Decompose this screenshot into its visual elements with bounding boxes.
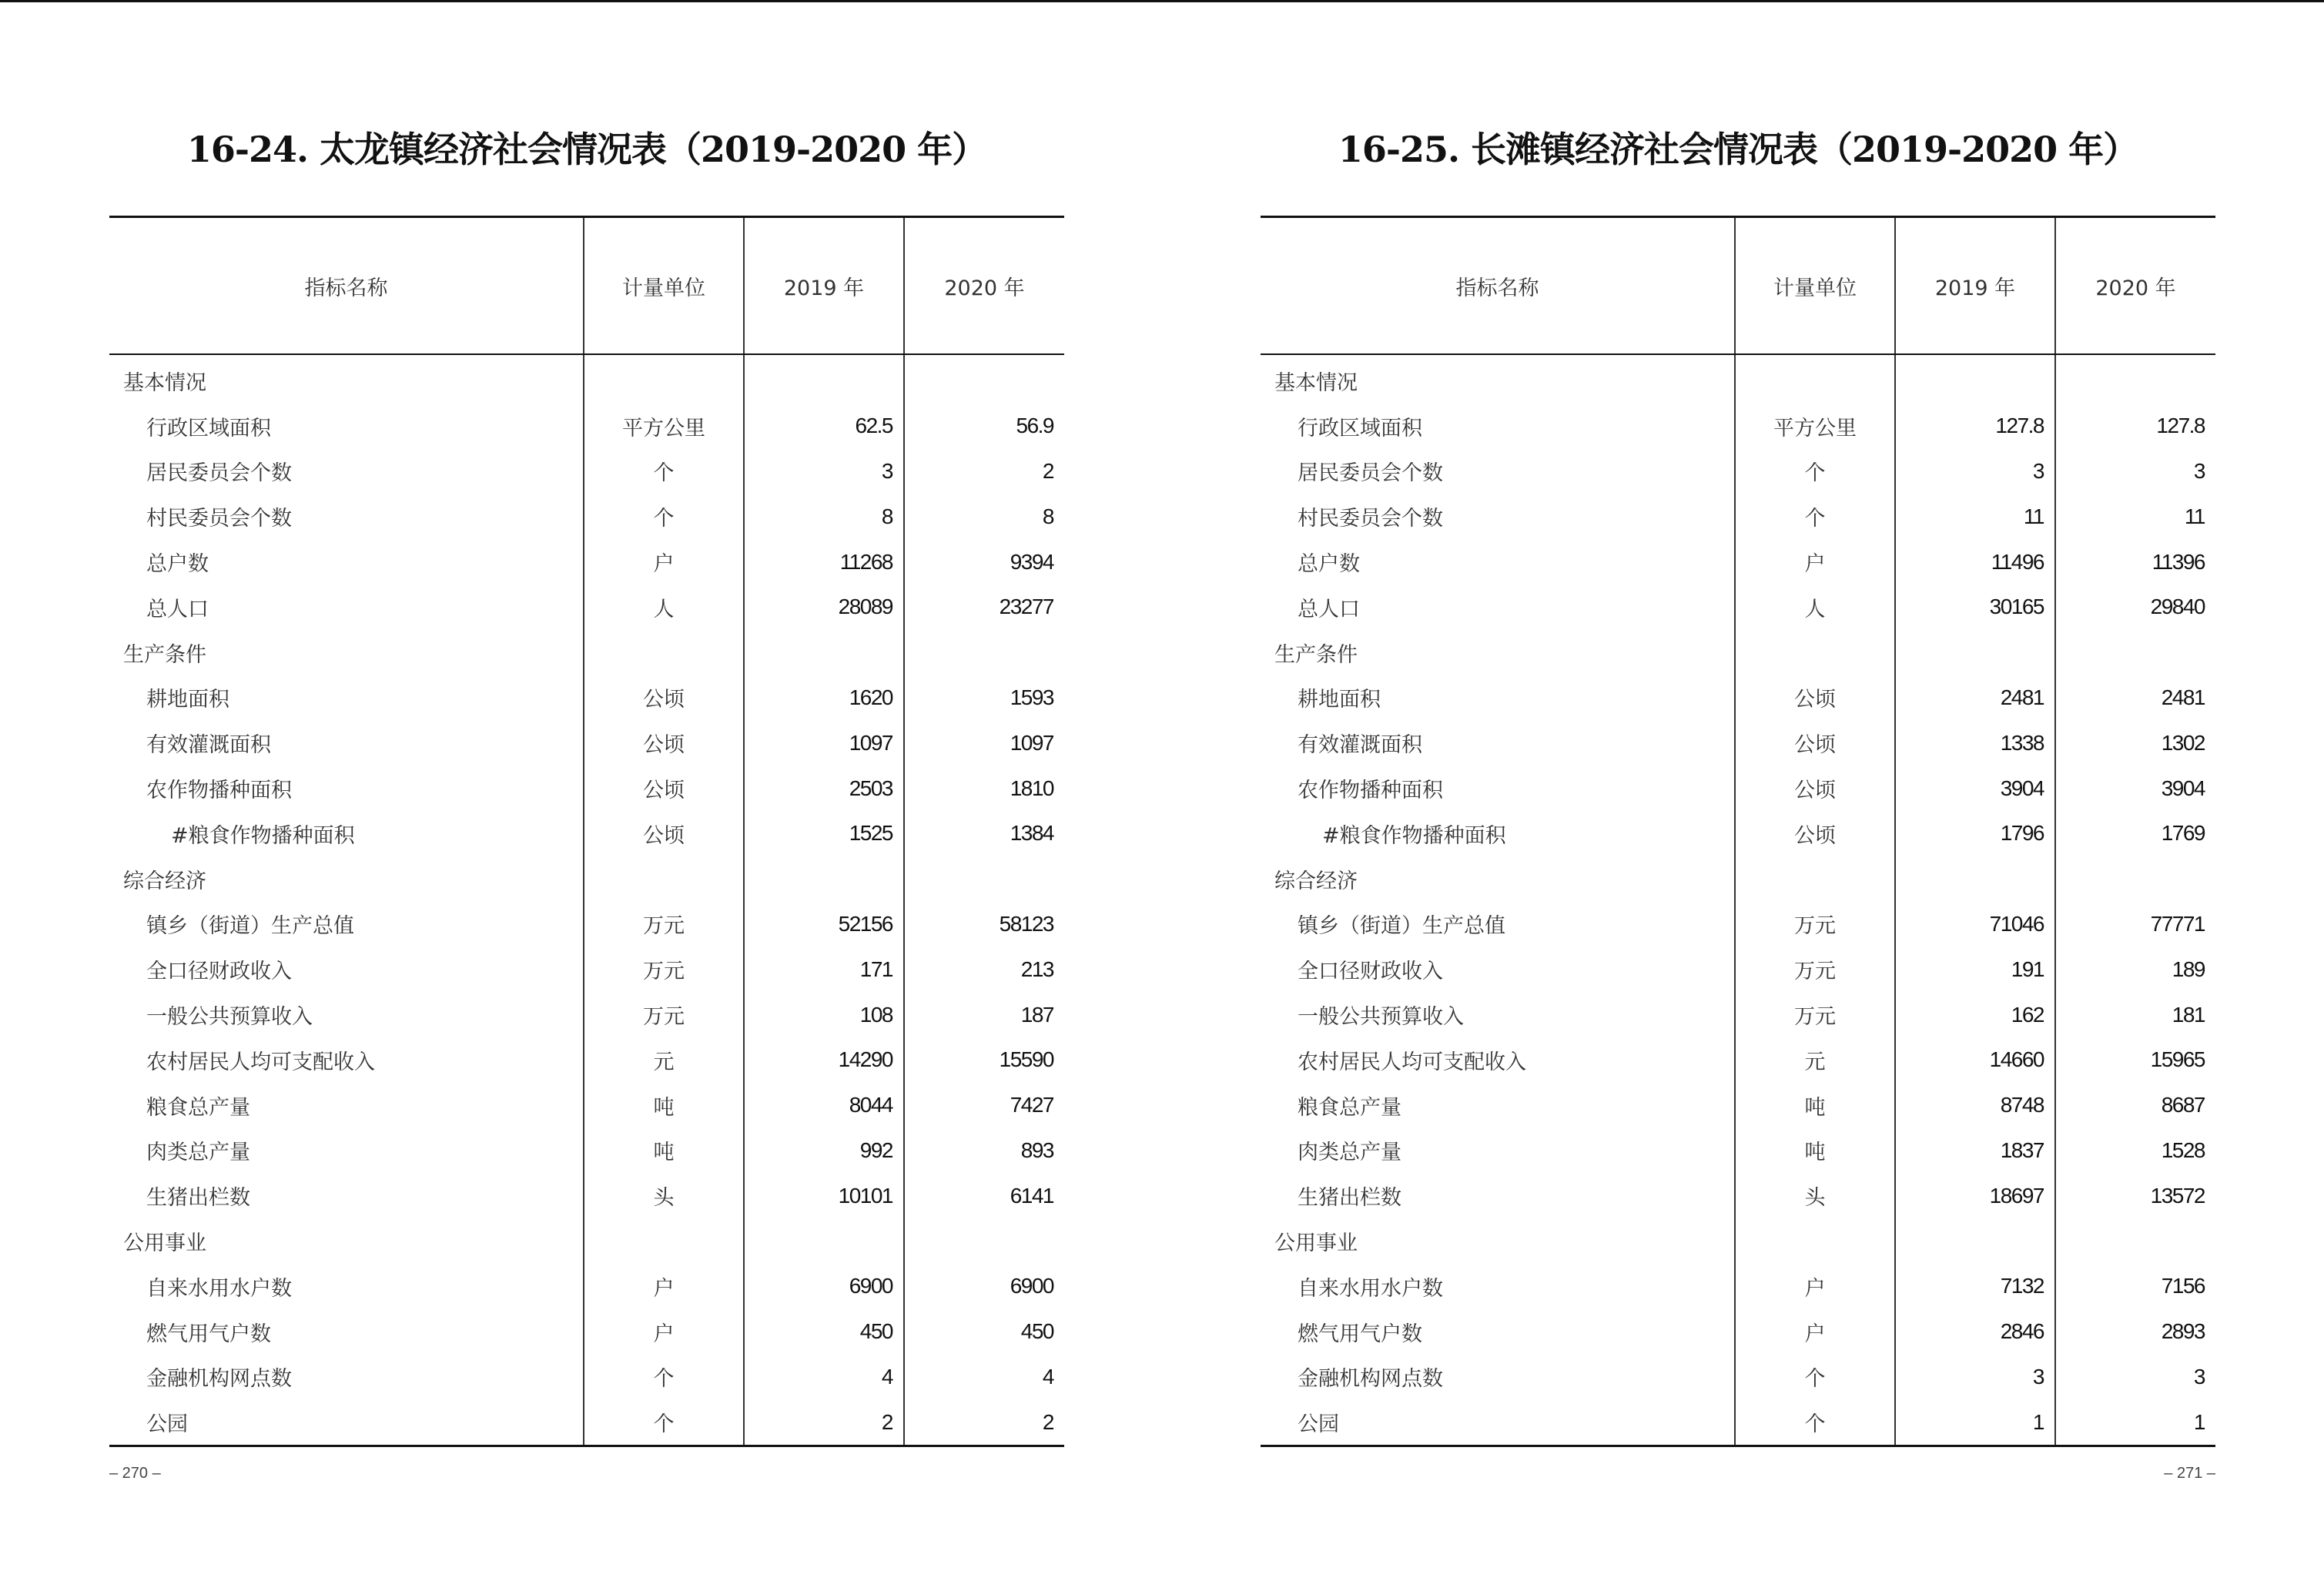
row-name: 总户数 <box>1298 552 1360 577</box>
row-name: 粮食总产量 <box>1298 1095 1401 1120</box>
table-row <box>109 1264 1064 1309</box>
row-unit: 公顷 <box>1735 766 1895 811</box>
header-indicator: 指标名称 <box>1261 217 1735 355</box>
value-2019: 450 <box>744 1309 904 1355</box>
value-2020: 9394 <box>904 539 1064 585</box>
table-row <box>109 1083 1064 1128</box>
row-name: 基本情况 <box>1274 370 1358 395</box>
value-2020: 2893 <box>2055 1309 2215 1355</box>
section-row <box>1261 856 2215 902</box>
row-unit: 户 <box>1735 1264 1895 1309</box>
row-name: 镇乡（街道）生产总值 <box>1298 914 1505 939</box>
row-unit: 万元 <box>584 992 744 1037</box>
value-2020: 56.9 <box>904 404 1064 449</box>
value-2020: 1 <box>2055 1399 2215 1446</box>
page-number: – 271 – <box>2164 1465 2215 1482</box>
row-name: 一般公共预算收入 <box>146 1005 313 1030</box>
row-unit <box>584 1218 744 1264</box>
row-name: 总户数 <box>146 552 209 577</box>
table-row <box>1261 449 2215 494</box>
row-unit: 公顷 <box>1735 675 1895 721</box>
table-row <box>1261 585 2215 630</box>
header-2020: 2020 年 <box>2055 217 2215 355</box>
table-body <box>109 354 1064 1446</box>
row-name: 综合经济 <box>123 869 206 893</box>
value-2019: 3 <box>1895 449 2055 494</box>
row-name: 肉类总产量 <box>1298 1141 1401 1165</box>
value-2020: 2481 <box>2055 675 2215 721</box>
table-row <box>1261 1128 2215 1174</box>
row-unit: 万元 <box>1735 992 1895 1037</box>
row-name: 有效灌溉面积 <box>1298 733 1422 758</box>
header-2019: 2019 年 <box>744 217 904 355</box>
value-2020 <box>2055 1218 2215 1264</box>
row-unit: 公顷 <box>584 811 744 856</box>
table-row <box>1261 675 2215 721</box>
row-name: 耕地面积 <box>1298 688 1381 712</box>
row-name: #粮食作物播种面积 <box>171 823 355 848</box>
row-name: 生猪出栏数 <box>146 1186 250 1211</box>
value-2020: 8687 <box>2055 1083 2215 1128</box>
header-2020: 2020 年 <box>904 217 1064 355</box>
row-unit: 公顷 <box>584 675 744 721</box>
table-row <box>1261 1083 2215 1128</box>
row-name: 肉类总产量 <box>146 1141 250 1165</box>
row-unit <box>584 630 744 675</box>
table-row <box>109 404 1064 449</box>
row-name: 公用事业 <box>123 1231 206 1256</box>
row-unit: 元 <box>1735 1037 1895 1083</box>
row-unit: 户 <box>584 1264 744 1309</box>
row-name: 公园 <box>1298 1412 1339 1437</box>
row-name: 农村居民人均可支配收入 <box>1298 1050 1526 1074</box>
row-name: 总人口 <box>146 597 209 621</box>
value-2020: 3904 <box>2055 766 2215 811</box>
page-number: – 270 – <box>109 1465 161 1482</box>
row-unit: 公顷 <box>584 766 744 811</box>
value-2020: 15965 <box>2055 1037 2215 1083</box>
row-name: 居民委员会个数 <box>1298 461 1443 486</box>
value-2020: 1769 <box>2055 811 2215 856</box>
row-unit: 公顷 <box>1735 811 1895 856</box>
row-unit: 个 <box>584 1399 744 1446</box>
row-unit: 吨 <box>584 1128 744 1174</box>
value-2020: 187 <box>904 992 1064 1037</box>
value-2019: 28089 <box>744 585 904 630</box>
row-unit <box>584 856 744 902</box>
value-2019: 992 <box>744 1128 904 1174</box>
row-unit: 个 <box>1735 1355 1895 1400</box>
row-name: 一般公共预算收入 <box>1298 1005 1464 1030</box>
row-name: 耕地面积 <box>146 688 229 712</box>
table-row <box>1261 404 2215 449</box>
row-name: 行政区域面积 <box>146 416 271 441</box>
value-2019: 1837 <box>1895 1128 2055 1174</box>
row-unit: 头 <box>1735 1173 1895 1218</box>
table-row <box>109 494 1064 539</box>
value-2019 <box>744 1218 904 1264</box>
row-unit: 平方公里 <box>1735 404 1895 449</box>
table-body <box>1261 354 2215 1446</box>
value-2019: 11 <box>1895 494 2055 539</box>
table-header-row <box>1261 217 2215 355</box>
header-2019: 2019 年 <box>1895 217 2055 355</box>
value-2019: 8044 <box>744 1083 904 1128</box>
value-2019 <box>744 856 904 902</box>
value-2019: 62.5 <box>744 404 904 449</box>
row-name: 农村居民人均可支配收入 <box>146 1050 375 1074</box>
value-2020 <box>2055 630 2215 675</box>
value-2019: 108 <box>744 992 904 1037</box>
header-unit: 计量单位 <box>1735 217 1895 355</box>
row-unit: 人 <box>1735 585 1895 630</box>
row-unit: 户 <box>584 1309 744 1355</box>
row-name: #粮食作物播种面积 <box>1322 823 1506 848</box>
table-row <box>1261 992 2215 1037</box>
value-2019: 191 <box>1895 946 2055 992</box>
value-2020: 6141 <box>904 1173 1064 1218</box>
value-2019 <box>744 630 904 675</box>
row-name: 村民委员会个数 <box>146 507 292 531</box>
table-row <box>109 1037 1064 1083</box>
row-name: 金融机构网点数 <box>146 1367 292 1392</box>
value-2020: 450 <box>904 1309 1064 1355</box>
section-row <box>109 856 1064 902</box>
table-row <box>1261 494 2215 539</box>
value-2019 <box>744 354 904 404</box>
row-name: 生猪出栏数 <box>1298 1186 1401 1211</box>
header-unit: 计量单位 <box>584 217 744 355</box>
value-2020: 29840 <box>2055 585 2215 630</box>
value-2019: 171 <box>744 946 904 992</box>
table-row <box>1261 766 2215 811</box>
row-name: 燃气用气户数 <box>146 1322 271 1346</box>
section-row <box>1261 1218 2215 1264</box>
value-2020: 3 <box>2055 1355 2215 1400</box>
row-name: 农作物播种面积 <box>146 779 292 803</box>
table-row <box>109 766 1064 811</box>
table-row <box>109 539 1064 585</box>
row-name: 有效灌溉面积 <box>146 733 271 758</box>
value-2020: 58123 <box>904 902 1064 947</box>
row-unit: 个 <box>584 494 744 539</box>
section-row <box>1261 354 2215 404</box>
value-2020: 2 <box>904 449 1064 494</box>
value-2020: 189 <box>2055 946 2215 992</box>
row-name: 居民委员会个数 <box>146 461 292 486</box>
value-2019: 2503 <box>744 766 904 811</box>
value-2019: 7132 <box>1895 1264 2055 1309</box>
row-unit: 万元 <box>1735 902 1895 947</box>
value-2019: 2846 <box>1895 1309 2055 1355</box>
table-row <box>1261 946 2215 992</box>
value-2019 <box>1895 630 2055 675</box>
row-unit: 个 <box>584 1355 744 1400</box>
row-unit: 吨 <box>1735 1083 1895 1128</box>
row-unit <box>1735 630 1895 675</box>
header-indicator: 指标名称 <box>109 217 584 355</box>
value-2020 <box>2055 354 2215 404</box>
stats-table <box>109 216 1064 1447</box>
table-row <box>109 585 1064 630</box>
row-unit: 吨 <box>1735 1128 1895 1174</box>
value-2020: 893 <box>904 1128 1064 1174</box>
row-name: 自来水用水户数 <box>1298 1276 1443 1301</box>
table-row <box>1261 1037 2215 1083</box>
row-name: 全口径财政收入 <box>146 960 292 984</box>
value-2019: 1338 <box>1895 720 2055 766</box>
row-name: 镇乡（街道）生产总值 <box>146 914 354 939</box>
table-row <box>109 992 1064 1037</box>
table-row <box>109 675 1064 721</box>
table-row <box>1261 1355 2215 1400</box>
row-unit: 个 <box>1735 494 1895 539</box>
table-row <box>1261 539 2215 585</box>
value-2019 <box>1895 856 2055 902</box>
row-unit <box>1735 354 1895 404</box>
table-row <box>1261 811 2215 856</box>
row-unit <box>584 354 744 404</box>
row-name: 生产条件 <box>1274 642 1358 667</box>
value-2020 <box>2055 856 2215 902</box>
row-unit: 平方公里 <box>584 404 744 449</box>
table-row <box>109 1173 1064 1218</box>
section-row <box>1261 630 2215 675</box>
value-2019: 18697 <box>1895 1173 2055 1218</box>
row-unit: 万元 <box>584 946 744 992</box>
row-unit: 公顷 <box>1735 720 1895 766</box>
value-2019: 127.8 <box>1895 404 2055 449</box>
table-row <box>109 1128 1064 1174</box>
value-2020: 1097 <box>904 720 1064 766</box>
row-name: 总人口 <box>1298 597 1360 621</box>
row-unit: 个 <box>1735 449 1895 494</box>
row-name: 自来水用水户数 <box>146 1276 292 1301</box>
value-2019: 3 <box>1895 1355 2055 1400</box>
row-unit <box>1735 1218 1895 1264</box>
section-row <box>109 630 1064 675</box>
value-2019: 6900 <box>744 1264 904 1309</box>
row-unit: 户 <box>1735 1309 1895 1355</box>
value-2019: 52156 <box>744 902 904 947</box>
value-2019: 1525 <box>744 811 904 856</box>
value-2020 <box>904 630 1064 675</box>
top-border-line <box>0 0 2324 2</box>
value-2020: 1593 <box>904 675 1064 721</box>
value-2019: 1097 <box>744 720 904 766</box>
value-2019: 2 <box>744 1399 904 1446</box>
page-title: 16-25. 长滩镇经济社会情况表（2019-2020 年） <box>1338 129 2138 170</box>
table-row <box>1261 1264 2215 1309</box>
table-row <box>109 1309 1064 1355</box>
row-unit <box>1735 856 1895 902</box>
row-unit: 吨 <box>584 1083 744 1128</box>
row-unit: 个 <box>584 449 744 494</box>
value-2020 <box>904 856 1064 902</box>
value-2020: 7427 <box>904 1083 1064 1128</box>
value-2020: 1302 <box>2055 720 2215 766</box>
value-2019: 8 <box>744 494 904 539</box>
value-2020: 2 <box>904 1399 1064 1446</box>
value-2020: 1384 <box>904 811 1064 856</box>
section-row <box>109 1218 1064 1264</box>
value-2019: 71046 <box>1895 902 2055 947</box>
row-name: 基本情况 <box>123 370 206 395</box>
value-2020: 1810 <box>904 766 1064 811</box>
row-unit: 个 <box>1735 1399 1895 1446</box>
value-2020: 4 <box>904 1355 1064 1400</box>
value-2020: 7156 <box>2055 1264 2215 1309</box>
value-2020: 8 <box>904 494 1064 539</box>
value-2019 <box>1895 1218 2055 1264</box>
value-2019: 162 <box>1895 992 2055 1037</box>
value-2019 <box>1895 354 2055 404</box>
value-2019: 11268 <box>744 539 904 585</box>
row-name: 行政区域面积 <box>1298 416 1422 441</box>
value-2019: 3904 <box>1895 766 2055 811</box>
row-name: 全口径财政收入 <box>1298 960 1443 984</box>
row-name: 生产条件 <box>123 642 206 667</box>
row-unit: 户 <box>584 539 744 585</box>
table-row <box>109 449 1064 494</box>
row-unit: 元 <box>584 1037 744 1083</box>
table-row <box>1261 1309 2215 1355</box>
value-2019: 4 <box>744 1355 904 1400</box>
table-row <box>1261 720 2215 766</box>
value-2019: 11496 <box>1895 539 2055 585</box>
row-name: 粮食总产量 <box>146 1095 250 1120</box>
value-2020: 1528 <box>2055 1128 2215 1174</box>
value-2020: 127.8 <box>2055 404 2215 449</box>
table-row <box>1261 1399 2215 1446</box>
table-row <box>1261 902 2215 947</box>
value-2019: 3 <box>744 449 904 494</box>
row-name: 公园 <box>146 1412 188 1437</box>
row-name: 农作物播种面积 <box>1298 779 1443 803</box>
table-row <box>1261 1173 2215 1218</box>
table-row <box>109 720 1064 766</box>
row-unit: 人 <box>584 585 744 630</box>
value-2019: 10101 <box>744 1173 904 1218</box>
row-unit: 万元 <box>584 902 744 947</box>
section-row <box>109 354 1064 404</box>
row-unit: 户 <box>1735 539 1895 585</box>
row-name: 金融机构网点数 <box>1298 1367 1443 1392</box>
value-2020: 77771 <box>2055 902 2215 947</box>
value-2019: 1 <box>1895 1399 2055 1446</box>
value-2019: 8748 <box>1895 1083 2055 1128</box>
value-2020: 15590 <box>904 1037 1064 1083</box>
value-2019: 14660 <box>1895 1037 2055 1083</box>
value-2020: 13572 <box>2055 1173 2215 1218</box>
row-name: 村民委员会个数 <box>1298 507 1443 531</box>
value-2020: 23277 <box>904 585 1064 630</box>
value-2020: 11 <box>2055 494 2215 539</box>
value-2020 <box>904 1218 1064 1264</box>
value-2019: 30165 <box>1895 585 2055 630</box>
row-name: 综合经济 <box>1274 869 1358 893</box>
value-2020: 213 <box>904 946 1064 992</box>
table-row <box>109 1399 1064 1446</box>
value-2020: 6900 <box>904 1264 1064 1309</box>
value-2020: 181 <box>2055 992 2215 1037</box>
value-2019: 1796 <box>1895 811 2055 856</box>
value-2020: 3 <box>2055 449 2215 494</box>
value-2019: 2481 <box>1895 675 2055 721</box>
value-2020: 11396 <box>2055 539 2215 585</box>
table-row <box>109 1355 1064 1400</box>
row-unit: 头 <box>584 1173 744 1218</box>
value-2020 <box>904 354 1064 404</box>
page-title: 16-24. 太龙镇经济社会情况表（2019-2020 年） <box>186 129 987 170</box>
stats-table <box>1261 216 2215 1447</box>
table-row <box>109 946 1064 992</box>
value-2019: 1620 <box>744 675 904 721</box>
table-header-row <box>109 217 1064 355</box>
row-name: 公用事业 <box>1274 1231 1358 1256</box>
table-row <box>109 811 1064 856</box>
row-unit: 万元 <box>1735 946 1895 992</box>
table-row <box>109 902 1064 947</box>
value-2019: 14290 <box>744 1037 904 1083</box>
row-name: 燃气用气户数 <box>1298 1322 1422 1346</box>
row-unit: 公顷 <box>584 720 744 766</box>
